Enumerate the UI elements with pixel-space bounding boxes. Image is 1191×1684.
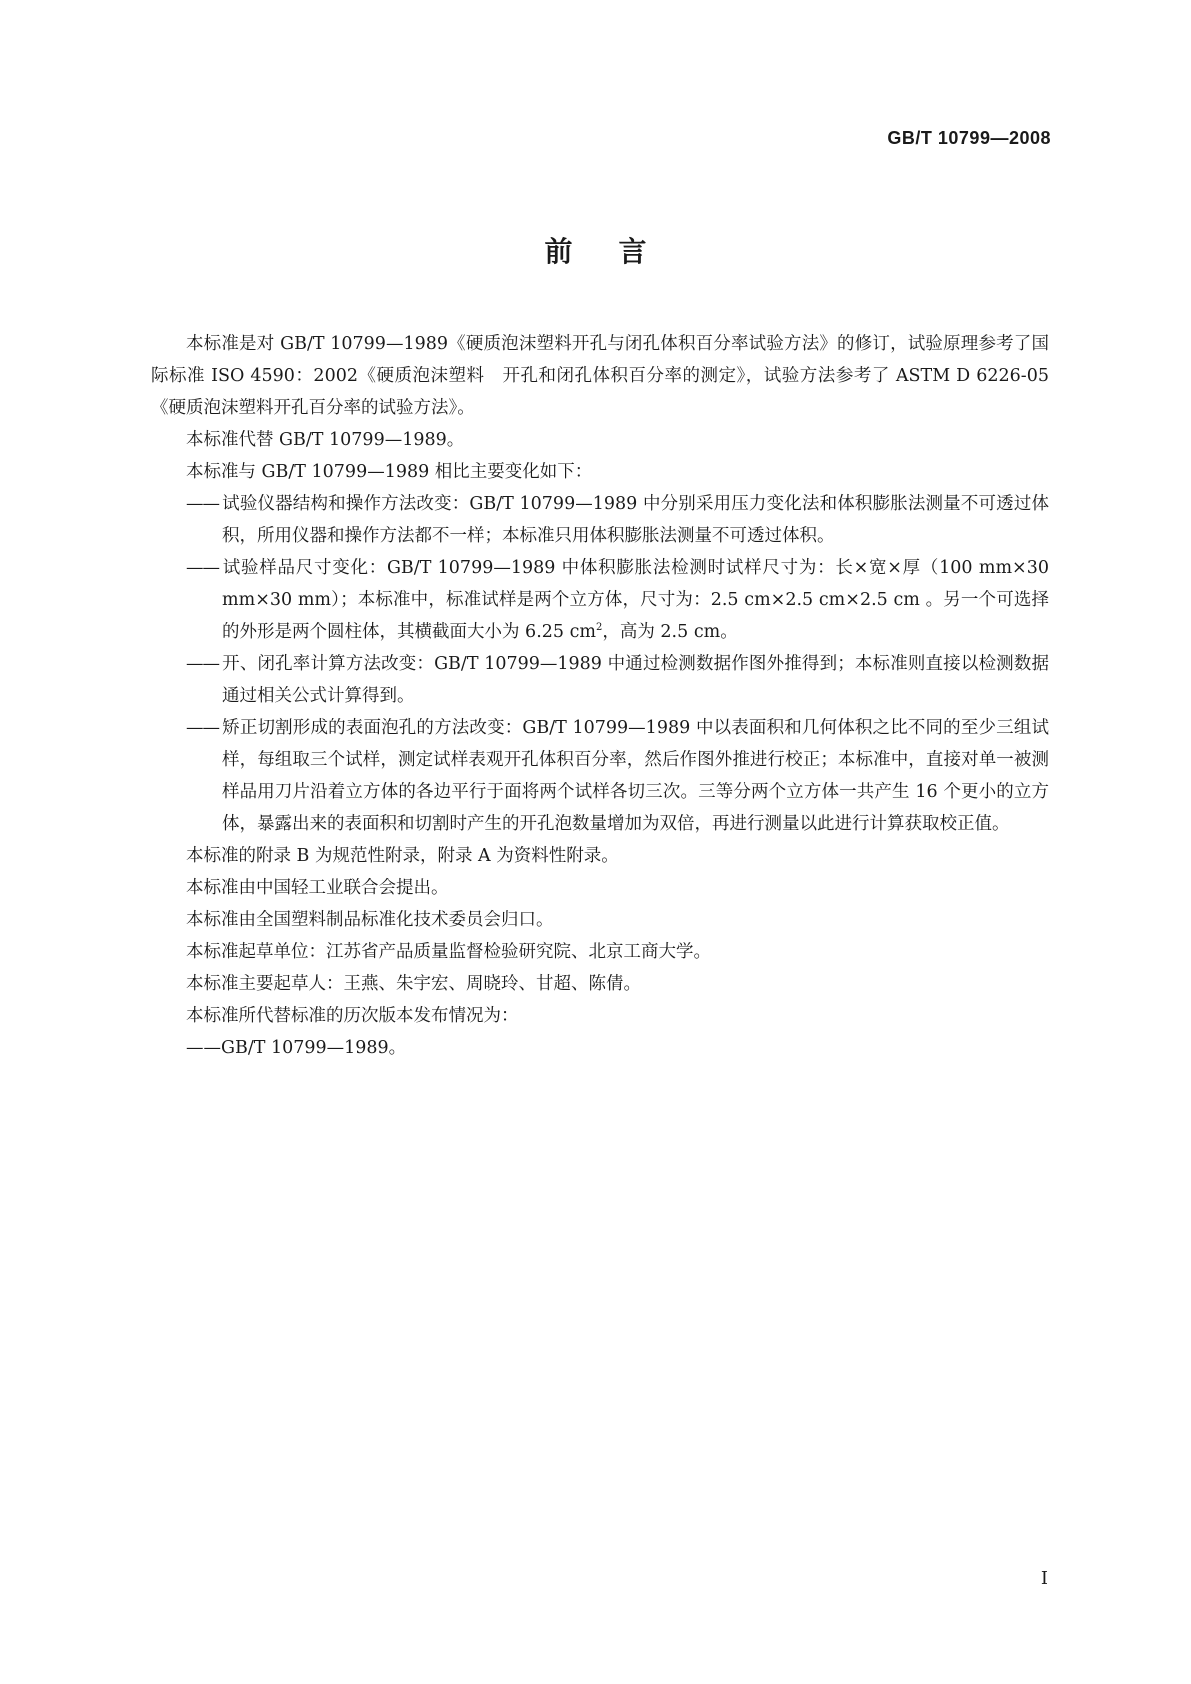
centralized-paragraph: 本标准由全国塑料制品标准化技术委员会归口。	[186, 910, 554, 930]
foreword-body	[151, 328, 1049, 1064]
intro-paragraph: 本标准是对 GB/T 10799—1989《硬质泡沫塑料开孔与闭孔体积百分率试验方法》的修订，试验原理参考了国际标准 ISO 4590：2002《硬质泡沫塑料 开孔和闭孔体积百分率的测定》，试验方法参考了 ASTM D 6226-05《硬质泡沫塑料开孔百分率的试验方法》。	[151, 334, 1049, 418]
history-intro-paragraph: 本标准所代替标准的历次版本发布情况为：	[186, 1006, 519, 1026]
change-text: 试验仪器结构和操作方法改变：GB/T 10799—1989 中分别采用压力变化法和体积膨胀法测量不可透过体积，所用仪器和操作方法都不一样；本标准只用体积膨胀法测量不可透过体积。	[222, 494, 1049, 546]
page-number: I	[1040, 1568, 1048, 1589]
change-text: 试验样品尺寸变化：GB/T 10799—1989 中体积膨胀法检测时试样尺寸为：长×宽×厚（100 mm×30 mm×30 mm）；本标准中，标准试样是两个立方体，尺寸为：2.5 cm×2.5 cm×2.5 cm 。另一个可选择的外形是两个圆柱体，其横截面大小为 6.25 cm	[222, 558, 1049, 642]
drafters-paragraph: 本标准主要起草人：王燕、朱宇宏、周晓玲、甘超、陈倩。	[186, 974, 641, 994]
change-item-4	[151, 712, 1049, 840]
change-item-3	[151, 648, 1049, 712]
standard-code: GB/T 10799—2008	[887, 128, 1051, 148]
changes-intro-paragraph: 本标准与 GB/T 10799—1989 相比主要变化如下：	[186, 462, 593, 482]
dash-marker: ——	[186, 558, 219, 578]
change-text-end: ，高为 2.5 cm。	[602, 622, 738, 642]
change-text: 开、闭孔率计算方法改变：GB/T 10799—1989 中通过检测数据作图外推得到；本标准则直接以检测数据通过相关公式计算得到。	[222, 654, 1049, 706]
dash-marker: ——	[186, 494, 219, 514]
replaces-paragraph: 本标准代替 GB/T 10799—1989。	[186, 430, 465, 450]
drafting-units-paragraph: 本标准起草单位：江苏省产品质量监督检验研究院、北京工商大学。	[186, 942, 711, 962]
proposed-paragraph: 本标准由中国轻工业联合会提出。	[186, 878, 449, 898]
annex-paragraph: 本标准的附录 B 为规范性附录，附录 A 为资料性附录。	[186, 846, 619, 866]
change-item-2	[151, 552, 1049, 648]
superscript: 2	[595, 622, 603, 634]
dash-marker: ——	[186, 718, 219, 738]
history-text: GB/T 10799—1989。	[221, 1038, 407, 1058]
history-item	[151, 1032, 1049, 1064]
change-text: 矫正切割形成的表面泡孔的方法改变：GB/T 10799—1989 中以表面积和几何体积之比不同的至少三组试样，每组取三个试样，测定试样表观开孔体积百分率，然后作图外推进行校正；本标准中，直接对单一被测样品用刀片沿着立方体的各边平行于面将两个试样各切三次。三等分两个立方体一共产生 16 个更小的立方体，暴露出来的表面积和切割时产生的开孔泡数量增加为双倍，再进行测量以此进行计算获取校正值。	[222, 718, 1049, 834]
page-title: 前言	[544, 235, 693, 268]
dash-marker: ——	[186, 1038, 221, 1058]
dash-marker: ——	[186, 654, 219, 674]
change-item-1	[151, 488, 1049, 552]
